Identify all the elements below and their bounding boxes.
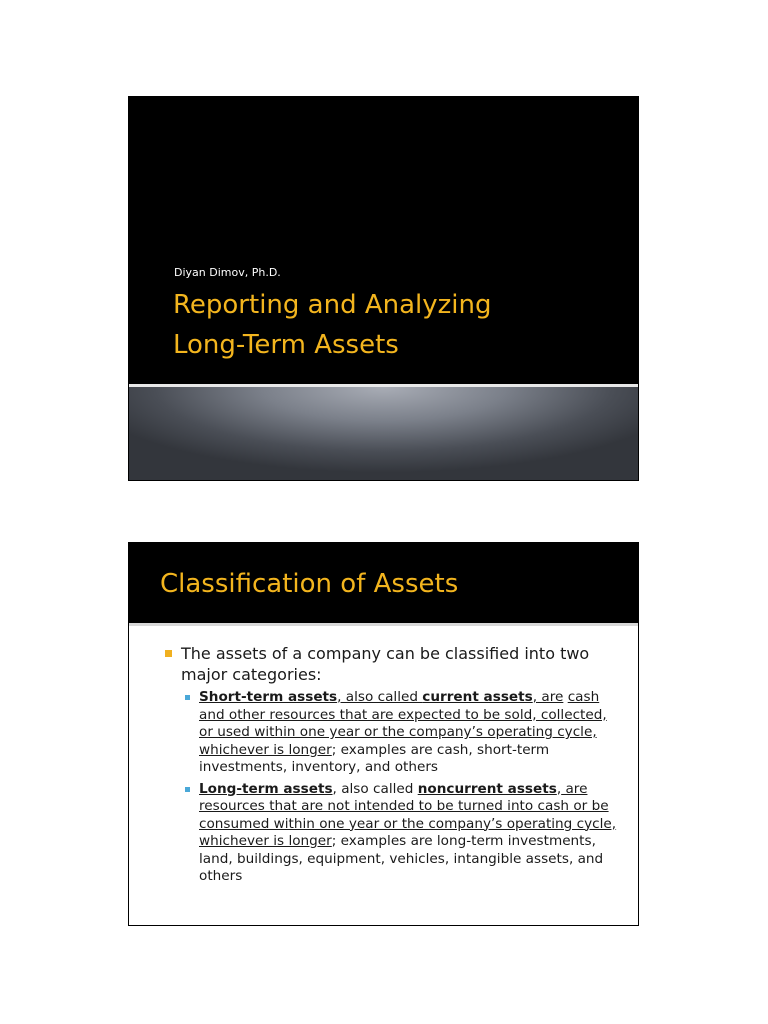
verb-are: are [561, 780, 588, 797]
title-line-1: Reporting and Analyzing [173, 290, 492, 320]
author-name: Diyan Dimov, Ph.D. [174, 266, 281, 279]
slide-body [163, 643, 623, 886]
square-bullet-icon [185, 787, 190, 792]
examples-short-term: ; examples are cash, short-term investments, inventory, and others [199, 741, 550, 775]
term-long-term-assets: Long-term assets [199, 780, 333, 797]
content-slide [128, 542, 639, 926]
text-also-called: , also called [332, 780, 418, 797]
examples-long-term: ; examples are long-term investments, land, buildings, equipment, vehicles, intangible assets, and others [199, 833, 604, 884]
comma: , [532, 689, 538, 705]
term-short-term-assets: Short-term assets [199, 689, 338, 705]
slide-title: Classification of Assets [160, 569, 459, 599]
presentation-title [173, 285, 613, 365]
sub-bullet-short-term [183, 689, 623, 777]
verb-are: are [537, 689, 564, 705]
bullet-text: The assets of a company can be classified into two major categories: [181, 644, 590, 684]
term-current-assets: current assets [422, 689, 533, 705]
title-line-2: Long-Term Assets [173, 330, 399, 360]
term-noncurrent-assets: noncurrent assets [417, 780, 557, 797]
title-slide [128, 96, 639, 481]
square-bullet-icon [185, 695, 190, 700]
slide-divider [129, 623, 638, 626]
definition-long-term: resources that are not intended to be turned into cash or be consumed within one year or the company’s operating cycle, whichever is longer [199, 798, 617, 849]
text-also-called: , also called [337, 689, 423, 705]
gradient-band [129, 387, 638, 481]
slide-header [129, 543, 638, 623]
square-bullet-icon [165, 650, 172, 657]
sub-bullet-long-term [183, 781, 623, 886]
bullet-item [163, 643, 623, 685]
comma: , [556, 780, 562, 797]
definition-short-term: cash and other resources that are expected to be sold, collected, or used within one year or the company’s operating cycle, whichever is longer [199, 689, 607, 758]
